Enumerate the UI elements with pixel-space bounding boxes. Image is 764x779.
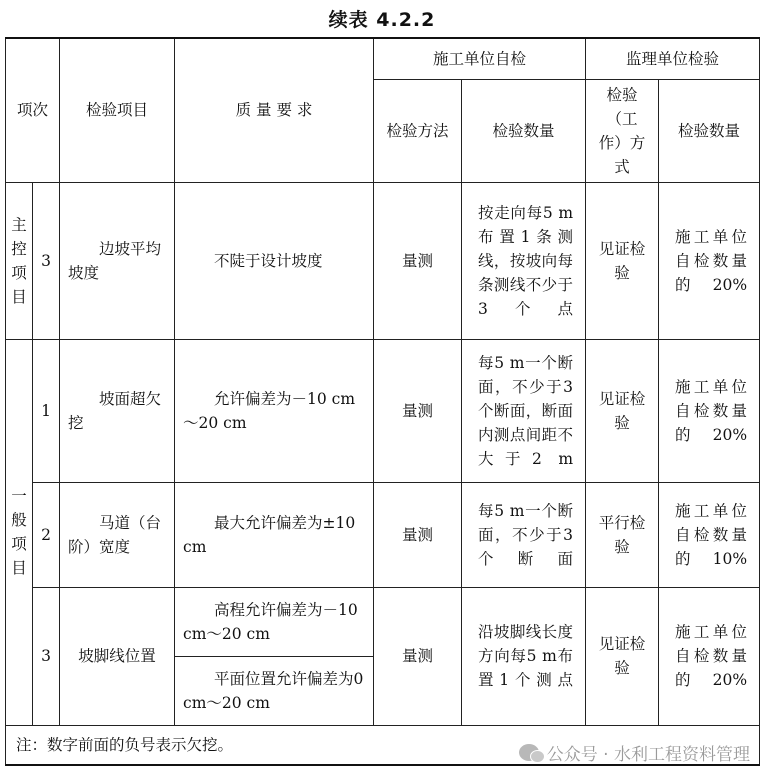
table-row [6, 182, 760, 339]
header-supervisor-method: 检验（工作）方式 [586, 79, 659, 182]
row-no: 1 [33, 339, 60, 482]
row-sup-method: 见证检验 [586, 339, 659, 482]
row-no: 2 [33, 482, 60, 587]
row-method: 量测 [374, 587, 462, 725]
header-supervisor-group: 监理单位检验 [586, 38, 760, 79]
row-item: 坡面超欠挖 [60, 339, 175, 482]
row-no: 3 [33, 587, 60, 725]
row-sup-quantity: 施工单位自检数量的20% [659, 339, 760, 482]
header-check-item: 检验项目 [60, 38, 175, 182]
category-main: 主控项目 [6, 182, 33, 339]
header-contractor-quantity: 检验数量 [462, 79, 586, 182]
row-no: 3 [33, 182, 60, 339]
watermark [519, 740, 750, 765]
table-note: 注：数字前面的负号表示欠挖。 [6, 725, 760, 765]
table-row [6, 482, 760, 587]
row-sup-method: 平行检验 [586, 482, 659, 587]
row-item: 坡脚线位置 [60, 587, 175, 725]
row-sup-quantity: 施工单位自检数量的20% [659, 182, 760, 339]
row-requirement: 允许偏差为－10 cm～20 cm [175, 339, 374, 482]
wechat-icon [519, 744, 539, 761]
row-sup-method: 见证检验 [586, 587, 659, 725]
table-title: 续表 4.2.2 [328, 9, 436, 31]
row-sup-method: 见证检验 [586, 182, 659, 339]
row-quantity: 沿坡脚线长度方向每5 m布置1个测点 [462, 587, 586, 725]
inspection-table [5, 37, 760, 766]
row-sup-quantity: 施工单位自检数量的20% [659, 587, 760, 725]
header-supervisor-quantity: 检验数量 [659, 79, 760, 182]
category-general: 一般项目 [6, 339, 33, 725]
row-item: 马道（台阶）宽度 [60, 482, 175, 587]
row-sup-quantity: 施工单位自检数量的10% [659, 482, 760, 587]
row-quantity: 每5 m一个断面，不少于3个断面 [462, 482, 586, 587]
row-method: 量测 [374, 339, 462, 482]
header-item-no: 项次 [6, 38, 60, 182]
row-item: 边坡平均坡度 [60, 182, 175, 339]
table-row [6, 587, 760, 725]
table-row [6, 339, 760, 482]
row-requirement: 不陡于设计坡度 [175, 182, 374, 339]
row-method: 量测 [374, 182, 462, 339]
row-quantity: 按走向每5 m布置1条测线，按坡向每条测线不少于3个点 [462, 182, 586, 339]
row-quantity: 每5 m一个断面，不少于3个断面，断面内测点间距不大于2 m [462, 339, 586, 482]
header-contractor-group: 施工单位自检 [374, 38, 586, 79]
requirement-elevation: 高程允许偏差为－10 cm～20 cm [175, 588, 373, 657]
row-requirement-split [175, 587, 374, 725]
header-contractor-method: 检验方法 [374, 79, 462, 182]
requirement-plane: 平面位置允许偏差为0 cm～20 cm [183, 669, 364, 712]
row-method: 量测 [374, 482, 462, 587]
watermark-text: 公众号 · 水利工程资料管理 [546, 745, 750, 765]
header-quality: 质 量 要 求 [175, 38, 374, 182]
row-requirement: 最大允许偏差为±10 cm [175, 482, 374, 587]
